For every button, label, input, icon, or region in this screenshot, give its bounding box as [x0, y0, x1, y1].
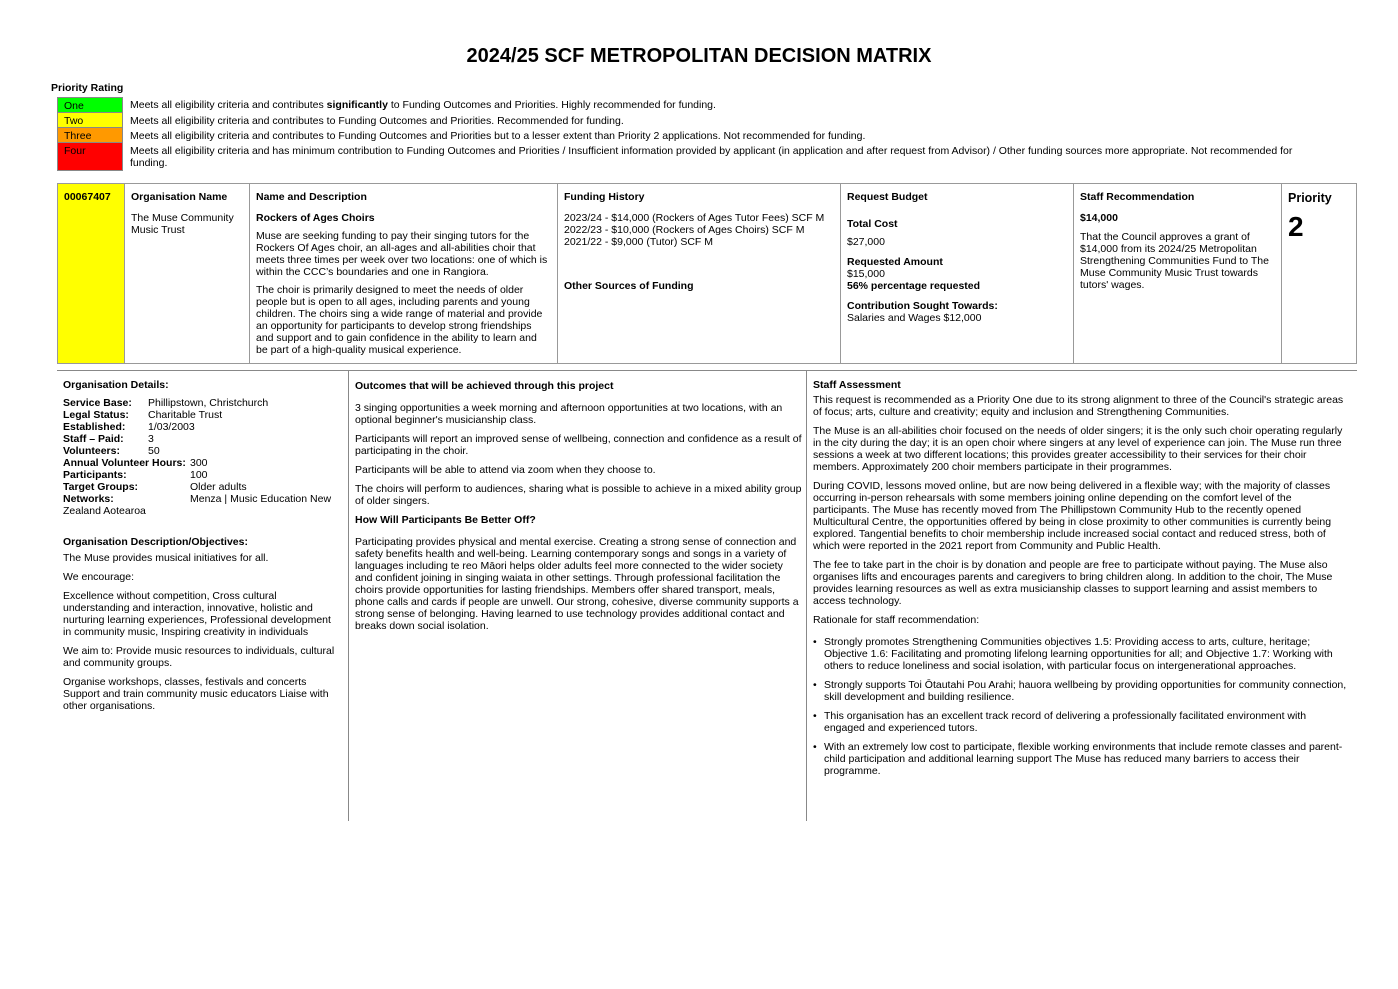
organisation-description-p2: We encourage: — [63, 571, 135, 583]
request-budget-header: Request Budget — [847, 191, 928, 203]
staff-assessment-section — [813, 379, 1349, 784]
organisation-description-p1: The Muse provides musical initiatives for all. — [63, 552, 269, 564]
detail-label: Service Base: — [63, 397, 132, 409]
staff-recommendation-column — [1074, 184, 1282, 363]
priority-desc-three: Meets all eligibility criteria and contributes to Funding Outcomes and Priorities but to a lesser extent than Priority 2 applications. Not recommended for funding. — [130, 130, 866, 142]
detail-row — [63, 457, 341, 469]
staff-assessment-heading: Staff Assessment — [813, 379, 901, 391]
detail-row — [63, 493, 341, 505]
rationale-item: • Strongly supports Toi Ōtautahi Pou Arahi; hauora wellbeing by providing opportunities for community connection, skill development and building resilience. — [824, 679, 1349, 703]
networks-continued: Zealand Aotearoa — [63, 505, 146, 517]
detail-label: Target Groups: — [63, 481, 139, 493]
funding-history-item: 2023/24 - $14,000 (Rockers of Ages Tutor Fees) SCF M — [564, 212, 825, 224]
name-description-header: Name and Description — [256, 191, 367, 203]
detail-row — [63, 409, 341, 421]
rationale-item: • Strongly promotes Strengthening Communities objectives 1.5: Providing access to arts, culture, heritage; Objective 1.6: Facilitating and promoting lifelong learning opportunities for all; and Objective 1.7: Working with others to reduce loneliness and social isolation, with particular focus on intergenerational approaches. — [824, 636, 1349, 672]
funding-history-item: 2022/23 - $10,000 (Rockers of Ages Choirs) SCF M — [564, 224, 805, 236]
staff-assessment-p3: During COVID, lessons moved online, but are now being delivered in a flexible way; with the majority of classes occurring in-person rehearsals with some members joining online depending on the comfort level of the participants. The Muse has recently moved from The Phillipstown Community Hub to the recently opened Multicultural Centre, the opportunities offered by being in close proximity to other communities is currently being explored. Tangential benefits to choir membership include increased social contact and reduced stress, both of which were reported in the 2021 report from Community and Public Health. — [813, 480, 1332, 552]
detail-label: Staff – Paid: — [63, 433, 124, 445]
priority-rating-legend — [57, 97, 1317, 171]
organisation-description-heading: Organisation Description/Objectives: — [63, 536, 248, 548]
organisation-name-header: Organisation Name — [131, 191, 228, 203]
organisation-description-p3: Excellence without competition, Cross cultural understanding and interaction, innovative, holistic and nurturing learning experiences, Professional development in community music, Inspiring creativity in individuals — [63, 590, 331, 638]
description-column — [250, 184, 558, 363]
rationale-heading: Rationale for staff recommendation: — [813, 614, 980, 626]
staff-assessment-p4: The fee to take part in the choir is by donation and people are free to participate without paying. The Muse also organises lifts and encourages parents and caregivers to bring children along. In addition to the choir, The Muse provides learning resources as well as extra musicianship classes to support learning and assist members to access technology. — [813, 559, 1333, 607]
rationale-list — [813, 636, 1349, 777]
better-off-heading: How Will Participants Be Better Off? — [355, 514, 536, 526]
funding-history-item: 2021/22 - $9,000 (Tutor) SCF M — [564, 236, 714, 248]
outcomes-heading: Outcomes that will be achieved through this project — [355, 380, 614, 392]
organisation-description-p4: We aim to: Provide music resources to individuals, cultural and community groups. — [63, 645, 335, 669]
outcome-p2: Participants will report an improved sense of wellbeing, connection and confidence as a result of participating in the choir. — [355, 433, 802, 457]
detail-value: 50 — [148, 445, 160, 457]
rationale-item: • With an extremely low cost to participate, flexible working environments that include remote classes and parent-child participation and additional learning support The Muse has reduced many barriers to access their programme. — [824, 741, 1349, 777]
detail-label: Networks: — [63, 493, 114, 505]
detail-row — [63, 469, 341, 481]
total-cost-value: $27,000 — [847, 236, 885, 248]
priority-desc-one-post: to Funding Outcomes and Priorities. Highly recommended for funding. — [387, 99, 716, 111]
column-divider — [348, 371, 349, 821]
outcomes-section — [355, 380, 802, 639]
priority-desc-one-bold: significantly — [326, 99, 388, 111]
page-title: 2024/25 SCF METROPOLITAN DECISION MATRIX — [466, 45, 932, 67]
detail-row — [63, 433, 341, 445]
project-description-p2: The choir is primarily designed to meet the needs of older people but is open to all ages, including parents and young children. The choirs sing a wide range of material and provide an opportunity for participants to develop strong friendships and support and to gain confidence in the ability to learn and be part of a high-quality musical experience. — [256, 284, 543, 356]
detail-value: 1/03/2003 — [148, 421, 195, 433]
priority-row-four — [57, 143, 1317, 171]
priority-desc-four: Meets all eligibility criteria and has minimum contribution to Funding Outcomes and Priorities / Insufficient information provided by applicant (in application and after request from Advisor) / Other funding sources more appropriate. Not recommended for funding. — [130, 145, 1293, 169]
organisation-name: The Muse Community Music Trust — [131, 212, 234, 236]
staff-assessment-p2: The Muse is an all-abilities choir focused on the needs of older singers; it is the only such choir operating regularly in the city during the day; it is an open choir where singers at any level of experience can join. The Muse run three sessions a week at two different locations; this provides greater accessibility to their services for their choir members. Approximately 200 choir members participate in their programmes. — [813, 425, 1343, 473]
priority-row-three — [57, 128, 1317, 143]
funding-history-header: Funding History — [564, 191, 645, 203]
detail-value: Phillipstown, Christchurch — [148, 397, 269, 409]
column-divider — [806, 371, 807, 821]
detail-value: Charitable Trust — [148, 409, 223, 421]
requested-amount-label: Requested Amount — [847, 256, 943, 268]
priority-swatch-four: Four — [57, 143, 123, 171]
detail-row — [63, 397, 341, 409]
detail-label: Volunteers: — [63, 445, 120, 457]
priority-desc-one-pre: Meets all eligibility criteria and contributes — [130, 99, 327, 111]
outcome-p3: Participants will be able to attend via zoom when they choose to. — [355, 464, 656, 476]
outcome-p1: 3 singing opportunities a week morning and afternoon opportunities at two locations, with an optional beginner's musicianship class. — [355, 402, 783, 426]
organisation-details-section — [63, 379, 341, 719]
priority-swatch-two: Two — [57, 113, 123, 128]
application-id: 00067407 — [58, 184, 125, 363]
priority-column — [1282, 184, 1356, 363]
detail-label: Participants: — [63, 469, 127, 481]
priority-row-one — [57, 97, 1317, 113]
priority-swatch-one: One — [57, 97, 123, 113]
detail-row — [63, 421, 341, 433]
staff-recommendation-text: That the Council approves a grant of $14,000 from its 2024/25 Metropolitan Strengthening Communities Fund to The Muse Community Music Trust towards tutors' wages. — [1080, 231, 1269, 291]
priority-desc-one — [123, 97, 1317, 112]
priority-desc-two: Meets all eligibility criteria and contributes to Funding Outcomes and Priorities. Recommended for funding. — [130, 115, 624, 127]
priority-row-two — [57, 113, 1317, 128]
outcome-p4: The choirs will perform to audiences, sharing what is possible to achieve in a mixed ability group of older singers. — [355, 483, 802, 507]
detail-row — [63, 445, 341, 457]
contribution-value: Salaries and Wages $12,000 — [847, 312, 982, 324]
priority-value: 2 — [1288, 211, 1304, 242]
project-description-p1: Muse are seeking funding to pay their singing tutors for the Rockers Of Ages choir, an all-ages and all-abilities choir that meets three times per week over two locations: one of which is within the CCC’s boundaries and one in Rangiora. — [256, 230, 548, 278]
detail-value: 3 — [148, 433, 154, 445]
detail-label: Legal Status: — [63, 409, 129, 421]
organisation-description-p5: Organise workshops, classes, festivals and concerts Support and train community music educators Liaise with other organisations. — [63, 676, 329, 712]
requested-amount-value: $15,000 — [847, 268, 885, 280]
other-sources-header: Other Sources of Funding — [564, 280, 694, 292]
detail-value: 100 — [190, 469, 208, 481]
organisation-details-heading: Organisation Details: — [63, 379, 169, 391]
total-cost-label: Total Cost — [847, 218, 898, 230]
staff-assessment-p1: This request is recommended as a Priority One due to its strong alignment to three of the Council's strategic areas of focus; arts, culture and creativity; equity and inclusion and Strengthening Communities. — [813, 394, 1344, 418]
detail-label: Annual Volunteer Hours: — [63, 457, 186, 469]
detail-row — [63, 481, 341, 493]
project-name: Rockers of Ages Choirs — [256, 212, 375, 224]
funding-column — [558, 184, 841, 363]
budget-column — [841, 184, 1074, 363]
organisation-column — [125, 184, 250, 363]
priority-rating-heading: Priority Rating — [51, 82, 124, 94]
percentage-requested: 56% percentage requested — [847, 280, 981, 292]
decision-matrix-row — [57, 183, 1357, 364]
better-off-text: Participating provides physical and mental exercise. Creating a strong sense of connection and safety benefits health and well-being. Learning contemporary songs and songs in a variety of languages including te reo Māori helps older adults feel more connected to the wider society and confident joining in singing waiata in other settings. Through professional facilitation the choirs provide opportunities for lasting friendships. Members offer shared transport, meals, phone calls and cards if people are unwell. Our strong, cohesive, diverse community supports a strong sense of belonging. Having learned to use technology provides additional contact and breaks down social isolation. — [355, 536, 799, 632]
contribution-label: Contribution Sought Towards: — [847, 300, 998, 312]
priority-header: Priority — [1288, 191, 1332, 205]
detail-value: Menza | Music Education New — [190, 493, 332, 505]
detail-value: 300 — [190, 457, 208, 469]
staff-recommendation-amount: $14,000 — [1080, 212, 1118, 224]
detail-label: Established: — [63, 421, 126, 433]
section-divider — [57, 370, 1357, 371]
detail-value: Older adults — [190, 481, 247, 493]
staff-recommendation-header: Staff Recommendation — [1080, 191, 1195, 203]
rationale-item: • This organisation has an excellent track record of delivering a professionally facilitated environment with engaged and experienced tutors. — [824, 710, 1349, 734]
priority-swatch-three: Three — [57, 128, 123, 143]
